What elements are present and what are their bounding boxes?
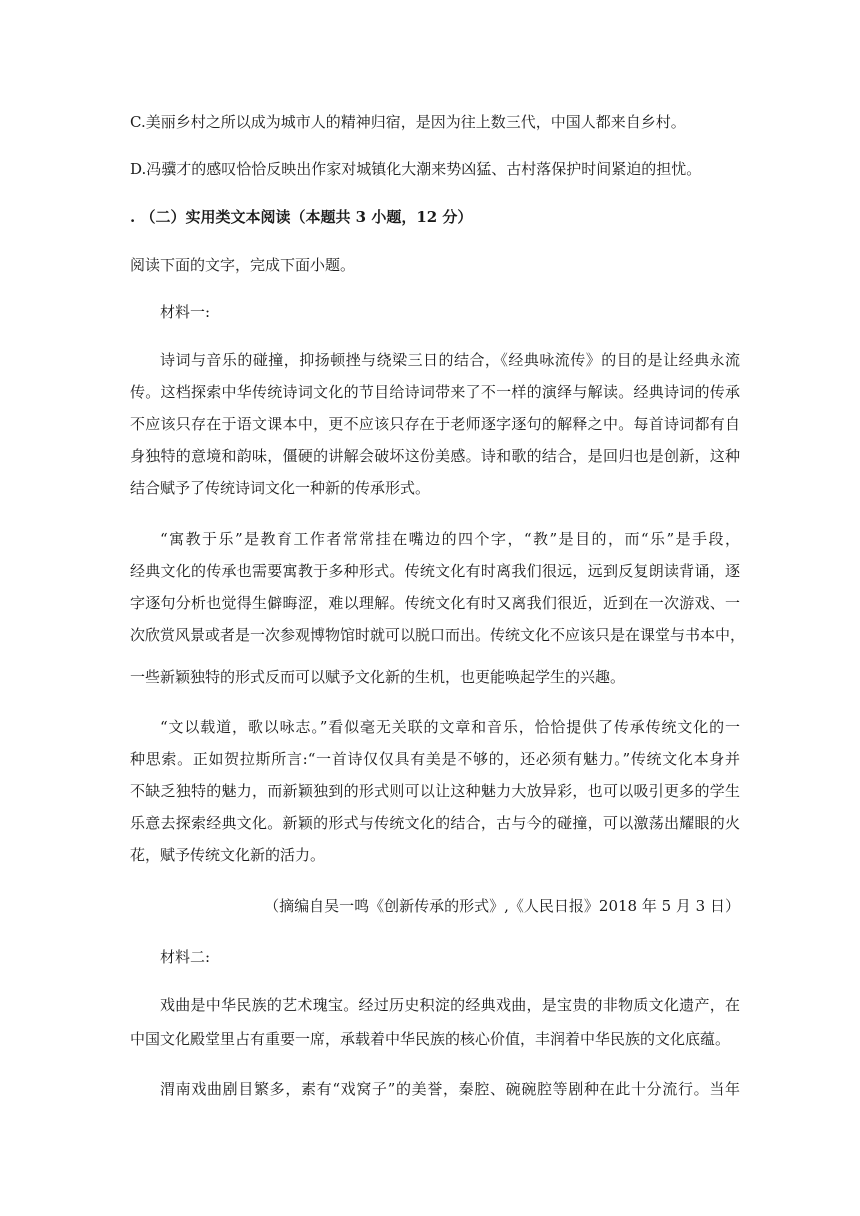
material-two-p1-line: 戏曲是中华民族的艺术瑰宝。经过历史积淀的经典戏曲，是宝贵的非物质文化遗产，在: [160, 996, 740, 1014]
material-one-p3-line: 种思索。正如贺拉斯所言:“一首诗仅仅具有美是不够的，还必须有魅力。”传统文化本身并: [130, 750, 740, 768]
material-one-p2-line: 经典文化的传承也需要寓教于多种形式。传统文化有时离我们很远，远到反复朗读背诵，逐: [130, 562, 740, 580]
material-one-p1-line: 传。这档探索中华传统诗词文化的节目给诗词带来了不一样的演绎与解读。经典诗词的传承: [130, 383, 740, 401]
material-one-p3-line: “文以载道，歌以咏志。”看似毫无关联的文章和音乐，恰恰提供了传承传统文化的一: [160, 718, 740, 736]
material-two-label: 材料二:: [160, 948, 211, 966]
option-d: D.冯骥才的感叹恰恰反映出作家对城镇化大潮来势凶猛、古村落保护时间紧迫的担忧。: [130, 160, 702, 178]
section-heading: . （二）实用类文本阅读（本题共 3 小题，12 分）: [130, 208, 473, 226]
material-one-p3-line: 花，赋予传统文化新的活力。: [130, 846, 326, 864]
material-one-p2-line: 字逐句分析也觉得生僻晦涩，难以理解。传统文化有时又离我们很近，近到在一次游戏、一: [130, 594, 740, 612]
section-instruction: 阅读下面的文字，完成下面小题。: [130, 256, 356, 274]
material-one-p1-line: 诗词与音乐的碰撞，抑扬顿挫与绕梁三日的结合，《经典咏流传》的目的是让经典永流: [160, 351, 740, 369]
material-one-label: 材料一:: [160, 303, 211, 321]
material-one-p1-line: 不应该只存在于语文课本中，更不应该只存在于老师逐字逐句的解释之中。每首诗词都有自: [130, 415, 740, 433]
option-c: C.美丽乡村之所以成为城市人的精神归宿，是因为往上数三代，中国人都来自乡村。: [130, 113, 686, 131]
material-one-p2-line: 次欣赏风景或者是一次参观博物馆时就可以脱口而出。传统文化不应该只是在课堂与书本中，: [130, 626, 746, 644]
material-one-source: （摘编自吴一鸣《创新传承的形式》,《人民日报》2018 年 5 月 3 日）: [264, 897, 740, 915]
material-two-p1-line: 中国文化殿堂里占有重要一席，承载着中华民族的核心价值，丰润着中华民族的文化底蕴。: [130, 1030, 731, 1048]
material-one-p2-line: 一些新颖独特的形式反而可以赋予文化新的生机，也更能唤起学生的兴趣。: [130, 668, 626, 686]
material-one-p2-line: “寓教于乐”是教育工作者常常挂在嘴边的四个字，“教”是目的，而“乐”是手段，: [160, 530, 740, 548]
material-one-p3-line: 乐意去探索经典文化。新颖的形式与传统文化的结合，古与今的碰撞，可以激荡出耀眼的火: [130, 814, 740, 832]
material-one-p1-line: 结合赋予了传统诗词文化一种新的传承形式。: [130, 479, 431, 497]
material-one-p3-line: 不缺乏独特的魅力，而新颖独到的形式则可以让这种魅力大放异彩，也可以吸引更多的学生: [130, 782, 740, 800]
material-two-p2-line: 渭南戏曲剧目繁多，素有“戏窝子”的美誉，秦腔、碗碗腔等剧种在此十分流行。当年: [160, 1080, 740, 1098]
material-one-p1-line: 身独特的意境和韵味，僵硬的讲解会破坏这份美感。诗和歌的结合，是回归也是创新，这种: [130, 447, 740, 465]
